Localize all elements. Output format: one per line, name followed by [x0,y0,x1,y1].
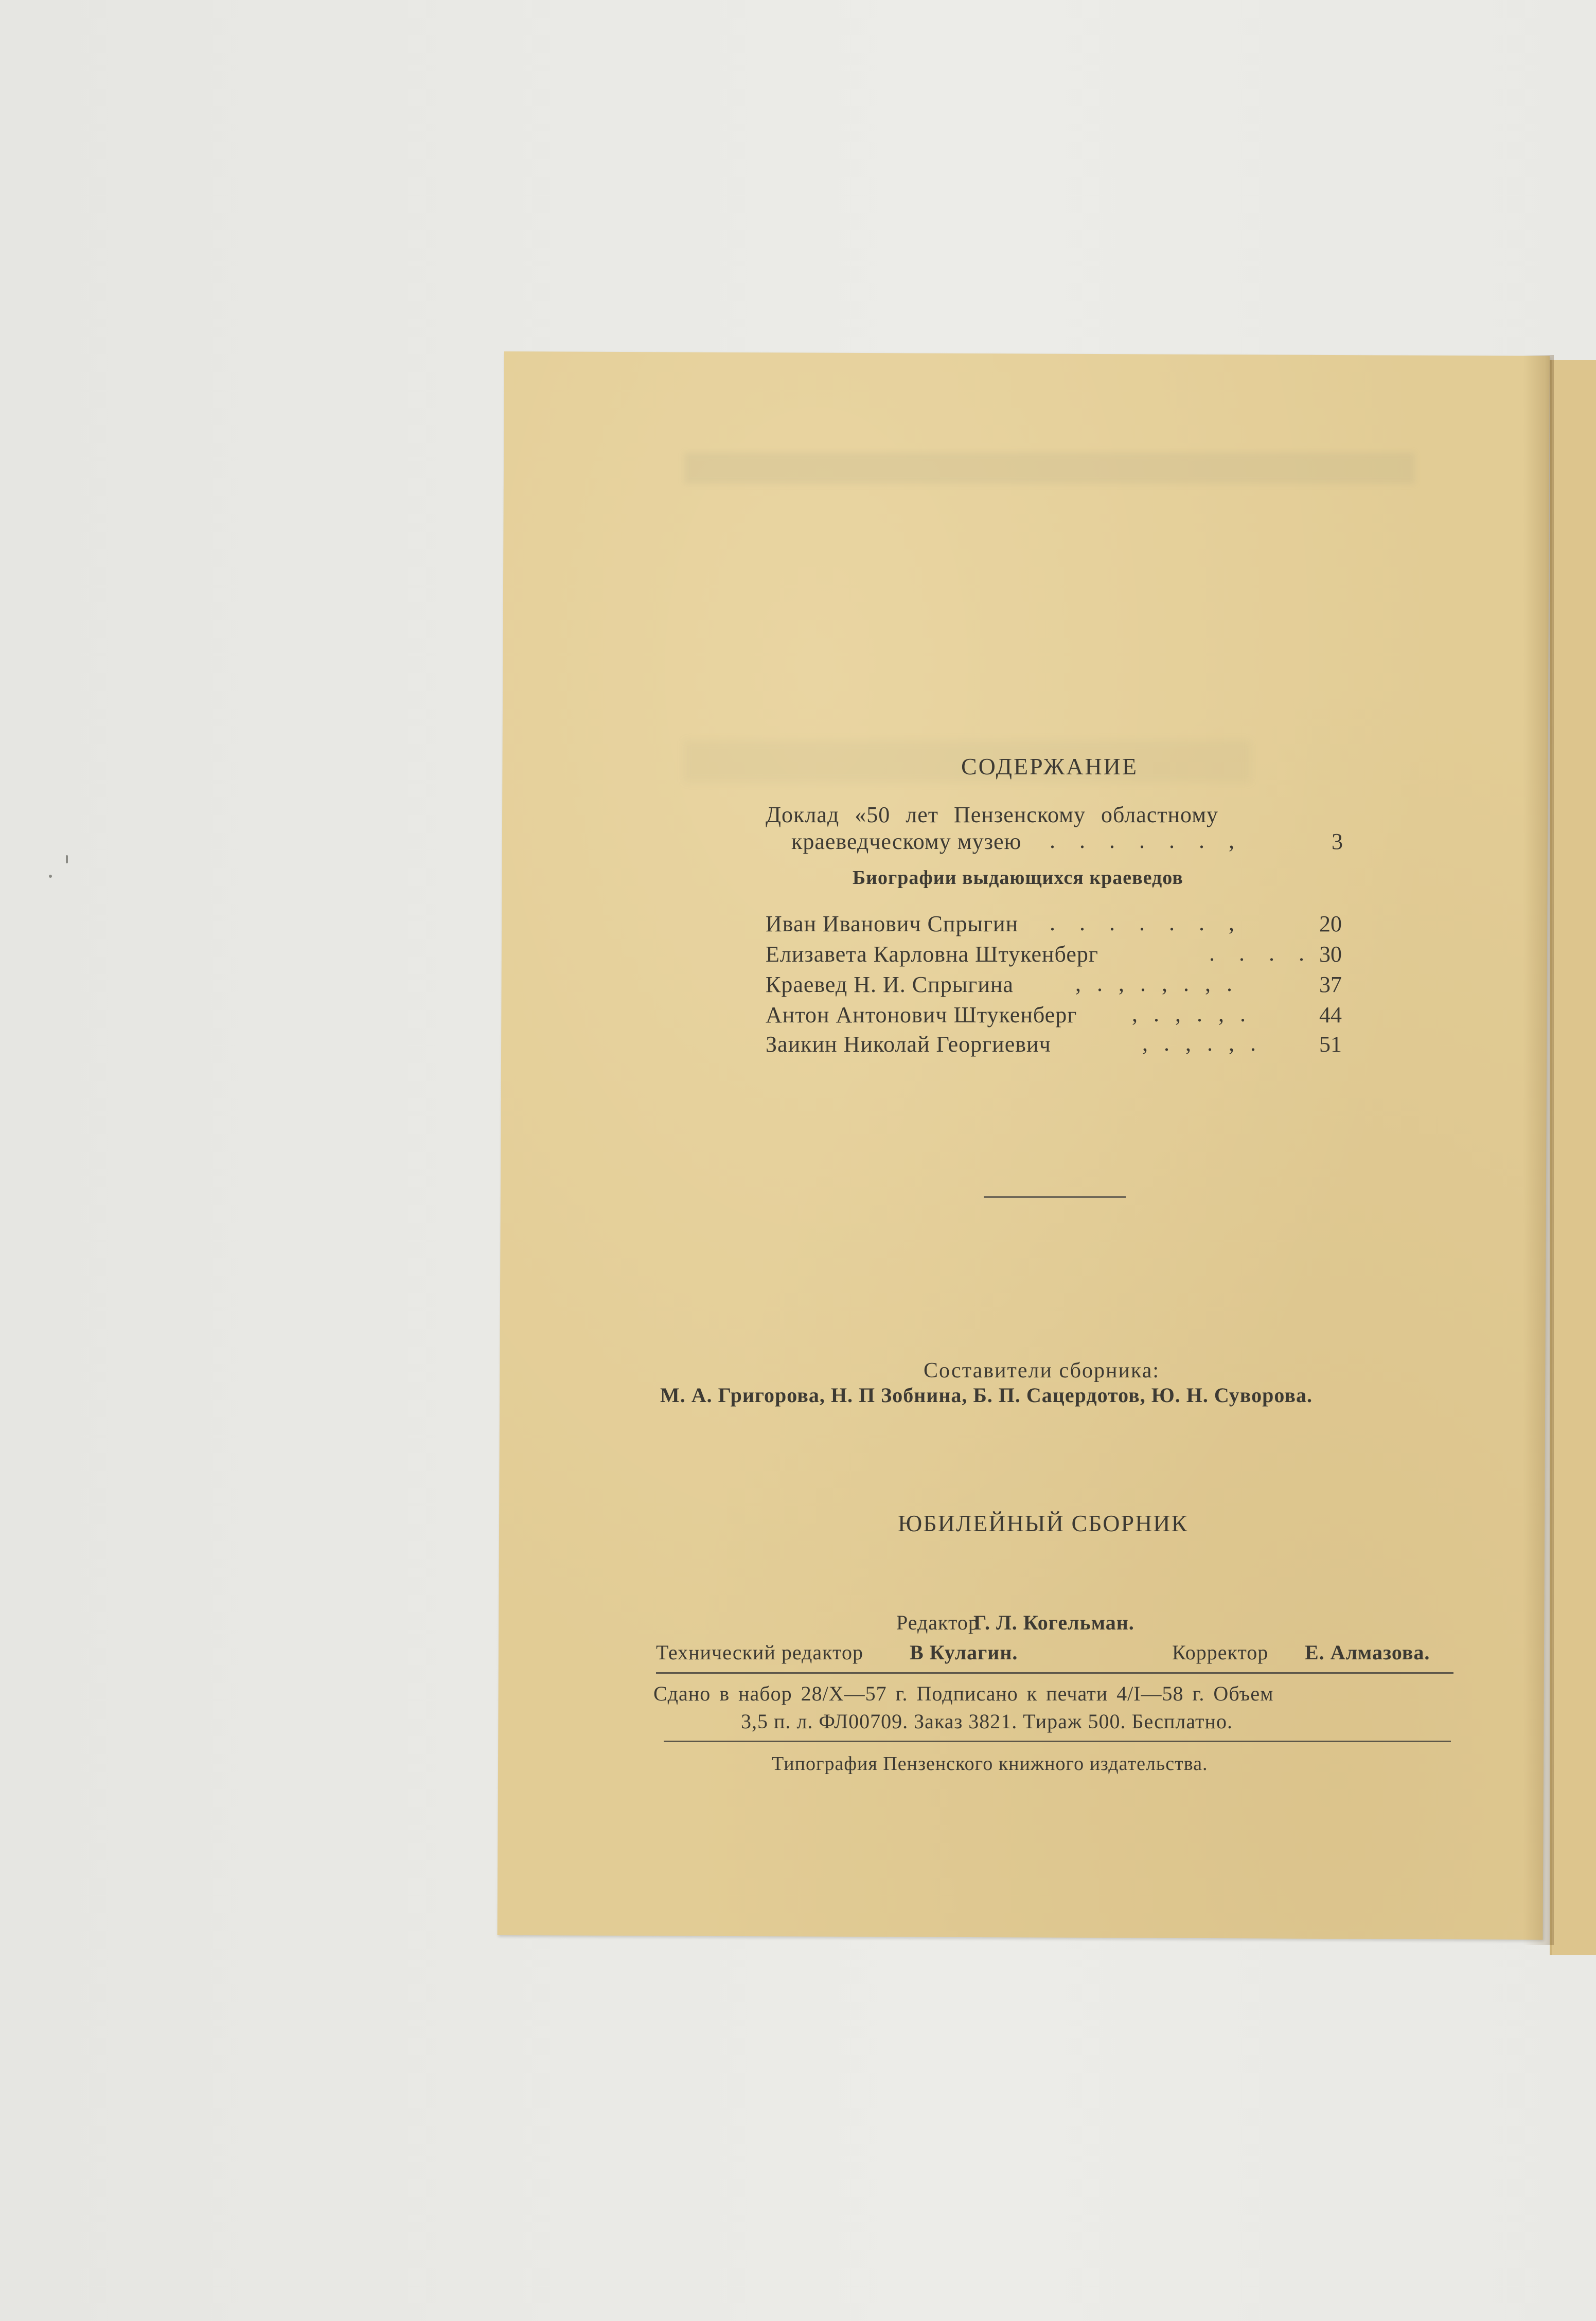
imprint-line1: Сдано в набор 28/X—57 г. Подписано к печати 4/I—58 г. Объем [653,1682,1274,1705]
editor-label: Редактор [896,1611,979,1634]
toc-leader-dots: . . . . . . , [1050,828,1244,853]
gutter-shadow [1523,355,1554,1945]
toc-page-number: 44 [1319,1002,1342,1027]
bleed-through-shadow [684,453,1415,484]
toc-page-number: 51 [1319,1032,1342,1057]
tech-editor-label: Технический редактор [656,1641,864,1664]
toc-leader-dots: , . , . , . [1132,1001,1251,1026]
compilers-label: Составители сборника: [924,1359,1160,1383]
imprint-rule-top [656,1672,1453,1674]
contents-heading: СОДЕРЖАНИЕ [961,753,1139,779]
toc-entry-title: Краевед Н. И. Спрыгина [766,972,1014,997]
toc-entry-title: Елизавета Карловна Штукенберг [766,942,1098,967]
toc-page-number: 37 [1319,972,1342,997]
toc-leader-dots: , . , . , . , . [1075,971,1237,996]
toc-page-number: 20 [1319,911,1342,936]
corrector-label: Корректор [1172,1641,1269,1664]
dust-speck [66,855,68,863]
imprint-rule-bottom [664,1741,1451,1742]
toc-subheading: Биографии выдающихся краеведов [853,867,1183,889]
tech-editor-name: В Кулагин. [910,1641,1018,1664]
toc-report-line2: краеведческому музею [791,829,1022,854]
corrector-name: Е. Алмазова. [1305,1641,1430,1664]
toc-page-number: 30 [1319,942,1342,967]
toc-leader-dots: . . . . . . , [1050,910,1244,935]
imprint-line2: 3,5 п. л. ФЛ00709. Заказ 3821. Тираж 500. Бесплатно. [741,1710,1233,1733]
toc-entry-title: Иван Иванович Спрыгин [766,911,1019,936]
section-divider [984,1196,1126,1198]
facing-page-edge [1550,360,1596,1955]
printer-line: Типография Пензенского книжного издательства. [772,1753,1208,1775]
editor-name: Г. Л. Когельман. [973,1611,1134,1634]
toc-leader-dots: , . , . , . [1142,1031,1261,1056]
toc-entry-title: Антон Антонович Штукенберг [766,1002,1077,1027]
toc-leader-dots: . . . . [1209,941,1314,966]
compilers-names: М. А. Григорова, Н. П Зобнина, Б. П. Сацердотов, Ю. Н. Суворова. [660,1384,1313,1407]
toc-entry-title: Заикин Николай Георгиевич [766,1032,1051,1057]
book-title: ЮБИЛЕЙНЫЙ СБОРНИК [898,1510,1189,1536]
toc-report-line1: Доклад «50 лет Пензенскому областному [766,802,1219,827]
toc-page-number: 3 [1332,829,1343,854]
dust-speck [49,875,52,878]
